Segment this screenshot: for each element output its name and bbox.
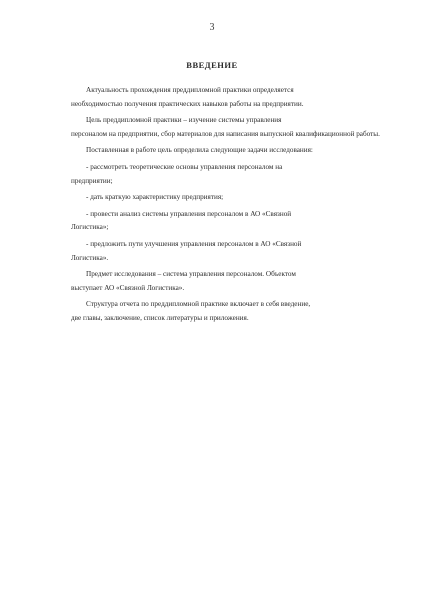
paragraph-line: персоналом на предприятии, сбор материалов для написания выпускной квалификационной работы. [71,129,380,138]
section-heading: ВВЕДЕНИЕ [186,60,238,70]
paragraph-line: Актуальность прохождения преддипломной практики определяется [86,86,294,94]
paragraph-structure [71,298,402,325]
paragraph-line: Структура отчета по преддипломной практике включает в себя введение, [86,300,311,309]
paragraph-task-4 [71,238,402,265]
paragraph-line: выступает АО «Связной Логистика». [71,283,185,292]
paragraph-line: - провести анализ системы управления персоналом в АО «Связной [86,209,292,218]
paragraph-task-2 [71,191,402,205]
paragraph-line: Предмет исследования – система управления персоналом. Объектом [86,270,296,279]
paragraph-line: - предложить пути улучшения управления персоналом в АО «Связной [86,239,302,248]
paragraph-line: предприятии; [71,176,113,185]
paragraph-relevance [71,84,402,111]
paragraph-subject-object [71,268,402,295]
paragraph-line: - рассмотреть теоретические основы управления персоналом на [86,162,283,171]
paragraph-line: две главы, заключение, список литературы и приложения. [71,313,249,322]
paragraph-tasks-intro [71,144,402,158]
paragraph-line: - дать краткую характеристику предприятия; [86,193,224,202]
page-number: 3 [209,22,215,33]
paragraph-line: Логистика». [71,253,109,262]
paragraph-task-3 [71,208,402,235]
paragraph-line: необходимостью получения практических навыков работы на предприятии. [71,99,304,108]
paragraph-line: Логистика»; [71,223,109,232]
document-body [71,84,402,329]
paragraph-goal [71,114,402,141]
paragraph-line: Цель преддипломной практики – изучение системы управления [86,116,282,125]
paragraph-task-1 [71,161,402,188]
paragraph-line: Поставленная в работе цель определила следующие задачи исследования: [86,146,313,155]
